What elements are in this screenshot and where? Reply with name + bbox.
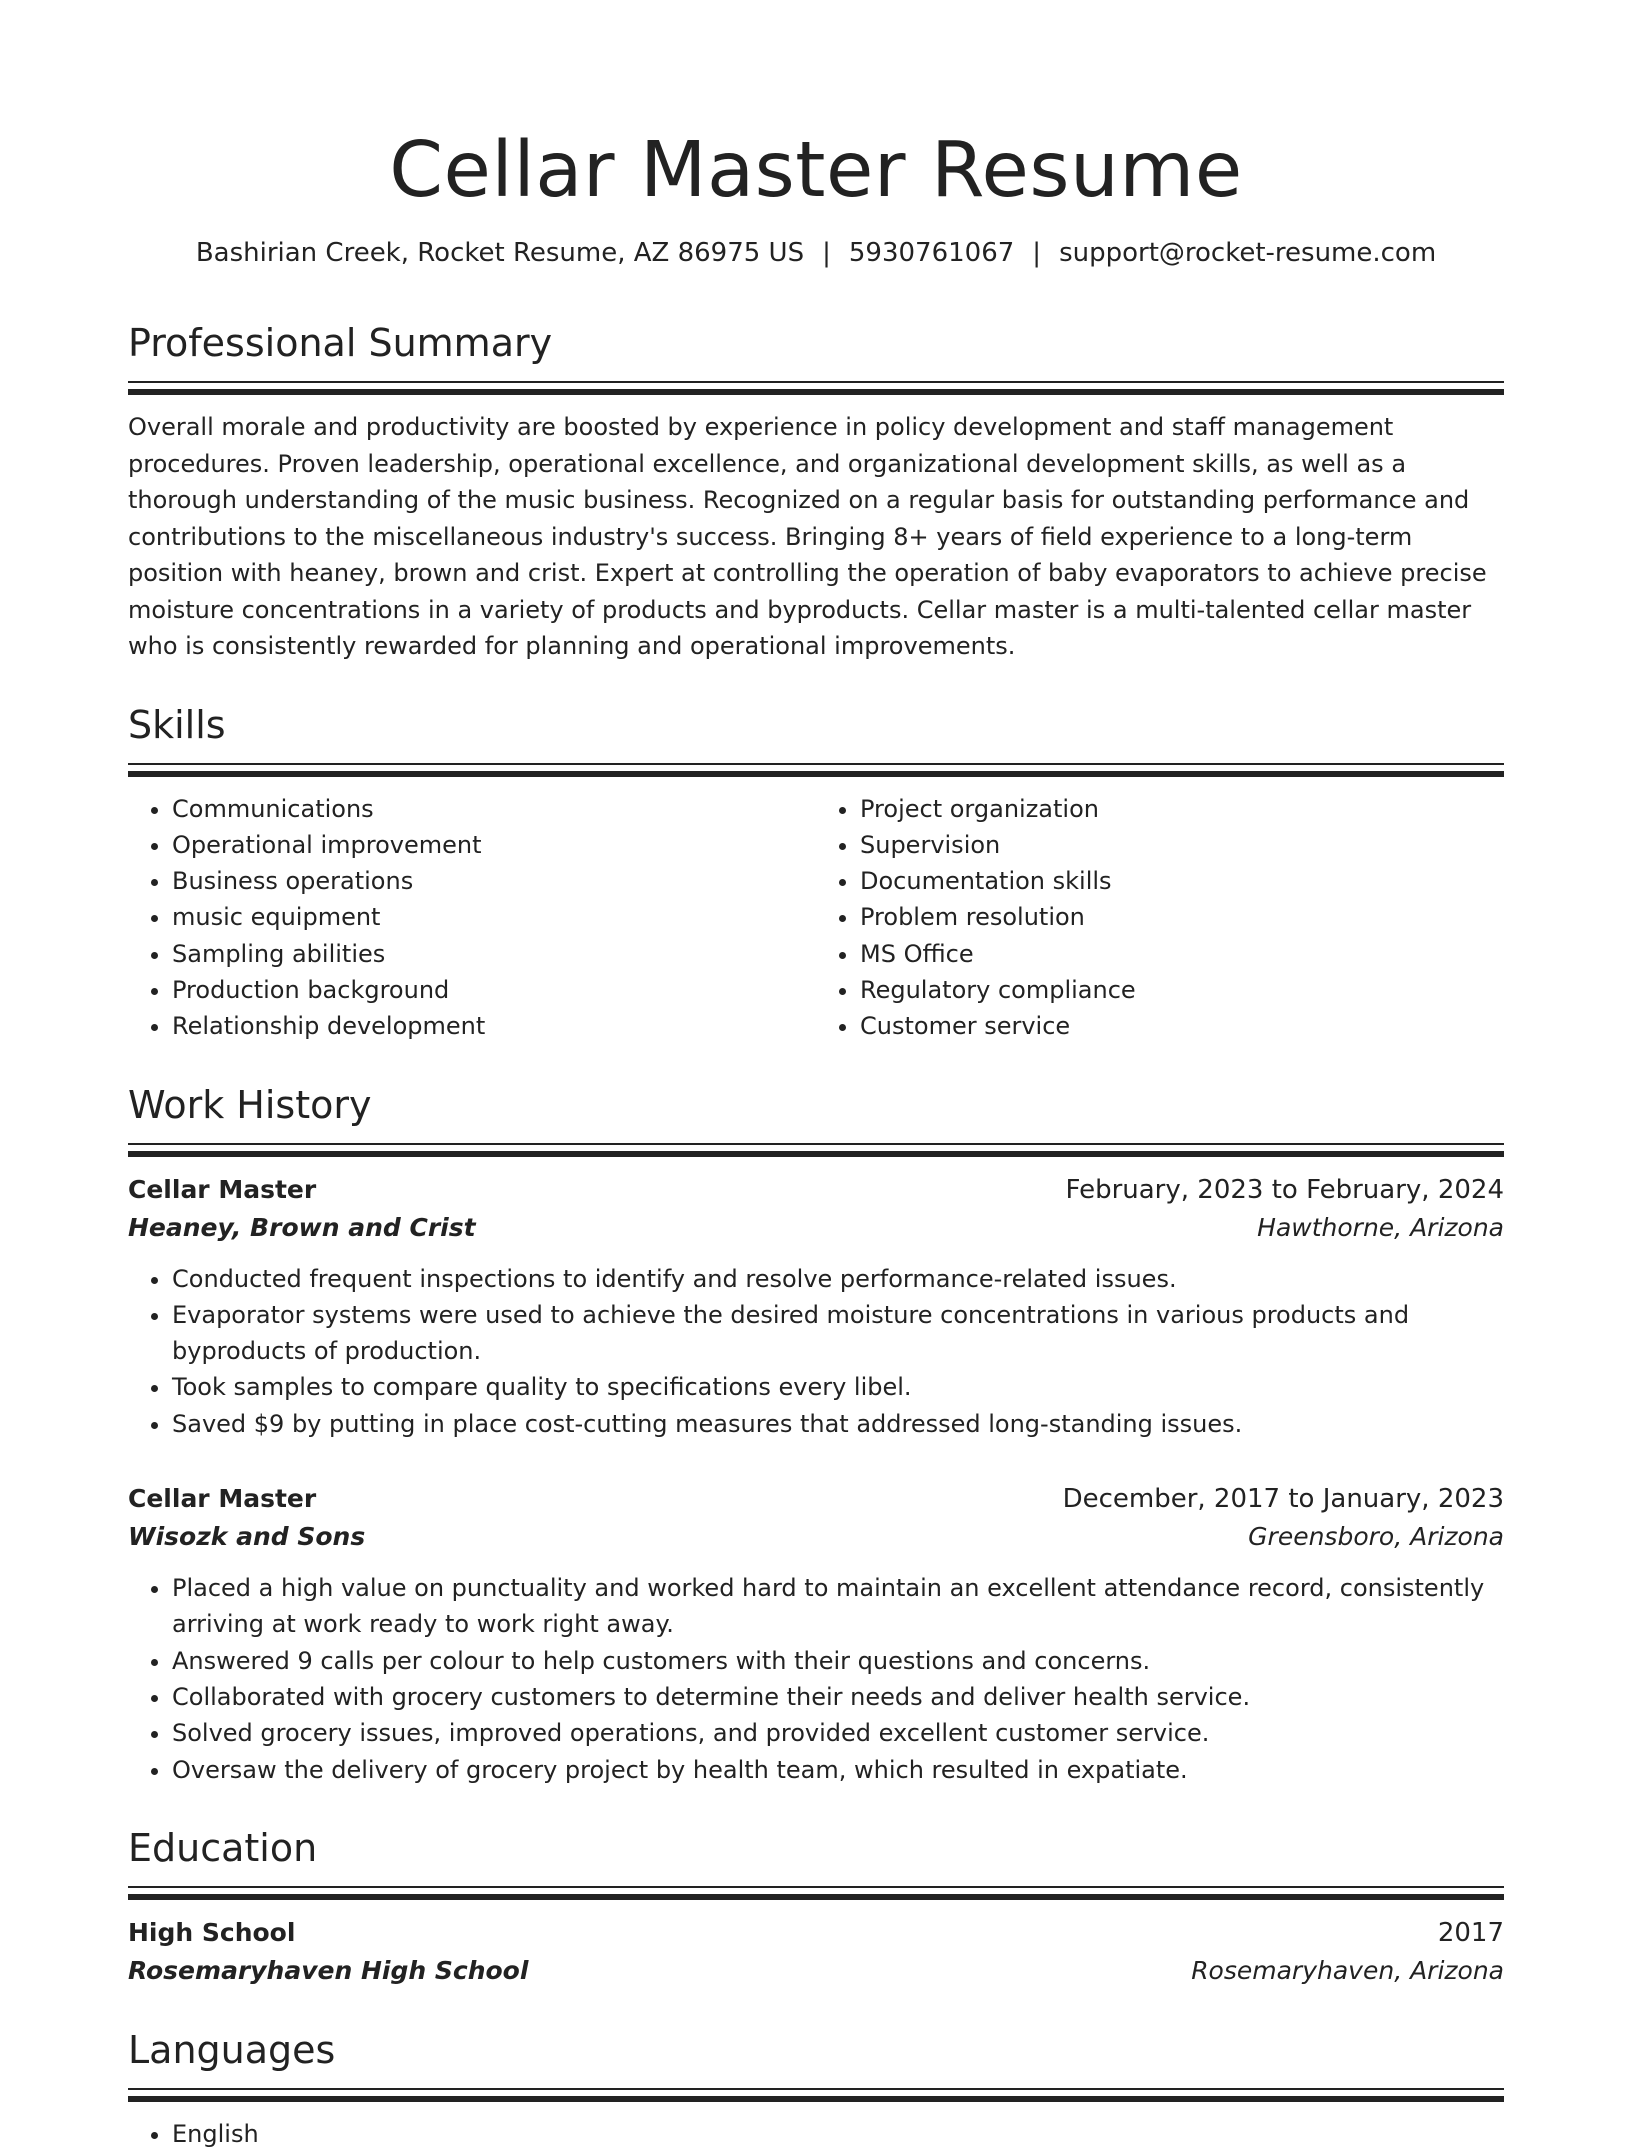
job-bullet: • Answered 9 calls per colour to help customers with their questions and concerns. <box>172 1643 1504 1679</box>
job-bullets <box>128 1570 1504 1788</box>
skill-item: • Sampling abilities <box>172 936 816 972</box>
job-bullet: • Evaporator systems were used to achieve the desired moisture concentrations in various products and byproducts of production. <box>172 1297 1504 1370</box>
job-bullet: • Took samples to compare quality to specifications every libel. <box>172 1369 1504 1405</box>
job-title: Cellar Master <box>128 1484 317 1514</box>
section-divider <box>128 763 1504 777</box>
job-company: Heaney, Brown and Crist <box>128 1212 476 1242</box>
skill-item: • Problem resolution <box>860 899 1504 935</box>
skill-item: • Communications <box>172 791 816 827</box>
contact-email: support@rocket-resume.com <box>1059 238 1437 268</box>
skill-item: • music equipment <box>172 899 816 935</box>
skills-columns <box>128 791 1504 1045</box>
section-divider <box>128 381 1504 395</box>
skills-list-right <box>816 791 1504 1045</box>
section-title-languages: Languages <box>128 2027 336 2072</box>
skill-item: • Production background <box>172 972 816 1008</box>
section-divider <box>128 1886 1504 1900</box>
job-dates: February, 2023 to February, 2024 <box>1065 1174 1504 1205</box>
skill-item: • Documentation skills <box>860 863 1504 899</box>
skill-item: • Business operations <box>172 863 816 899</box>
education-section <box>128 1820 1504 1990</box>
job-bullet: • Oversaw the delivery of grocery project by health team, which resulted in expatiate. <box>172 1752 1504 1788</box>
job-bullet: • Placed a high value on punctuality and worked hard to maintain an excellent attendance record, consistently arriving at work ready to work right away. <box>172 1570 1504 1643</box>
job-bullets <box>128 1261 1504 1442</box>
job-bullet: • Collaborated with grocery customers to determine their needs and deliver health service. <box>172 1679 1504 1715</box>
job-location: Greensboro, Arizona <box>1248 1522 1504 1552</box>
education-degree: High School <box>128 1917 296 1947</box>
languages-list <box>128 2116 1504 2152</box>
job-dates: December, 2017 to January, 2023 <box>1062 1484 1504 1515</box>
job-company: Wisozk and Sons <box>128 1522 366 1552</box>
contact-address: Bashirian Creek, Rocket Resume, AZ 86975 US <box>195 238 805 268</box>
summary-text: Overall morale and productivity are boosted by experience in policy development and staff management procedures. Proven leadership, operational excellence, and organizational development skills, as well as a thorough understanding of the music business. Recognized on a regular basis for outstanding performance and contributions to the miscellaneous industry's success. Bringing 8+ years of field experience to a long-term position with heaney, brown and crist. Expert at controlling the operation of baby evaporators to achieve precise moisture concentrations in a variety of products and byproducts. Cellar master is a multi-talented cellar master who is consistently rewarded for planning and operational improvements. <box>128 413 1487 660</box>
job-bullet: • Saved $9 by putting in place cost-cutting measures that addressed long-standing issues. <box>172 1406 1504 1442</box>
education-year: 2017 <box>1437 1917 1504 1948</box>
section-divider <box>128 2088 1504 2102</box>
resume-title: Cellar Master Resume <box>389 126 1243 215</box>
education-location: Rosemaryhaven, Arizona <box>1191 1955 1504 1985</box>
work-history-section <box>128 1077 1504 1788</box>
skills-list-left <box>128 791 816 1045</box>
job-location: Hawthorne, Arizona <box>1257 1212 1504 1242</box>
education-entry <box>128 1914 1504 1990</box>
section-title-skills: Skills <box>128 702 226 747</box>
section-title-summary: Professional Summary <box>128 321 553 365</box>
languages-section <box>128 2022 1504 2152</box>
skill-item: • Supervision <box>860 827 1504 863</box>
contact-phone: 5930761067 <box>848 238 1015 268</box>
section-divider <box>128 1143 1504 1157</box>
skill-item: • Customer service <box>860 1008 1504 1044</box>
skill-item: • MS Office <box>860 936 1504 972</box>
section-title-education: Education <box>128 1825 318 1870</box>
education-school: Rosemaryhaven High School <box>128 1955 529 1985</box>
job-bullet: • Solved grocery issues, improved operations, and provided excellent customer service. <box>172 1715 1504 1751</box>
skill-item: • Relationship development <box>172 1008 816 1044</box>
summary-section <box>128 315 1504 665</box>
section-title-work-history: Work History <box>128 1082 372 1127</box>
job-entry <box>128 1480 1504 1788</box>
skill-item: • Regulatory compliance <box>860 972 1504 1008</box>
skills-section <box>128 697 1504 1045</box>
job-bullet: • Conducted frequent inspections to identify and resolve performance-related issues. <box>172 1261 1504 1297</box>
contact-separator: | <box>1032 238 1042 268</box>
contact-separator: | <box>822 238 831 268</box>
skill-item: • Project organization <box>860 791 1504 827</box>
skill-item: • Operational improvement <box>172 827 816 863</box>
language-item: • English <box>172 2116 1504 2152</box>
job-entry <box>128 1171 1504 1442</box>
contact-line <box>128 233 1504 273</box>
job-title: Cellar Master <box>128 1174 317 1204</box>
